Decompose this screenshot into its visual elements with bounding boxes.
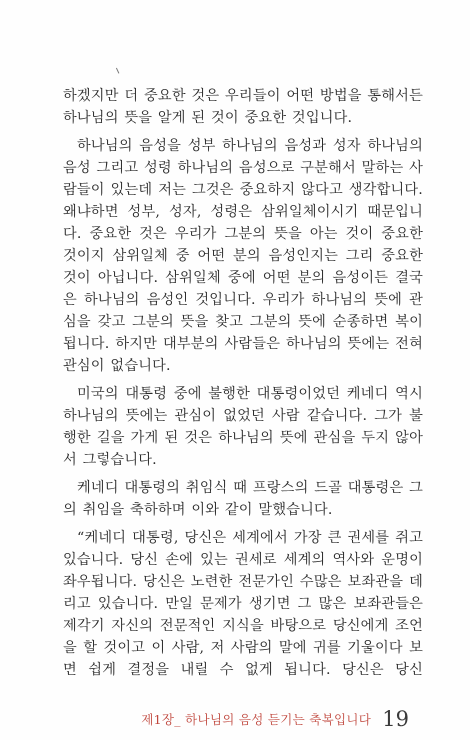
paragraph-4: 케네디 대통령의 취임식 때 프랑스의 드골 대통령은 그의 취임을 축하하며 이와 같이 말했습니다. bbox=[63, 480, 423, 518]
paragraph-1: 하겠지만 더 중요한 것은 우리들이 어떤 방법을 통해서든 하나님의 뜻을 알게 된 것이 중요한 것입니다. bbox=[63, 88, 423, 126]
paragraph-3: 미국의 대통령 중에 불행한 대통령이었던 케네디 역시 하나님의 뜻에는 관심이 없었던 사람 같습니다. 그가 불행한 길을 가게 된 것은 하나님의 뜻에 관심을 두지 않아서 그렇습니다. bbox=[63, 386, 423, 468]
body-text bbox=[63, 85, 423, 681]
pencil-mark bbox=[116, 66, 122, 73]
page-number: 19 bbox=[382, 707, 409, 731]
chapter-label: 제1장_ 하나님의 음성 듣기는 축복입니다 bbox=[141, 712, 372, 727]
paragraph-2: 하나님의 음성을 성부 하나님의 음성과 성자 하나님의 음성 그리고 성령 하나님의 음성으로 구분해서 말하는 사람들이 있는데 저는 그것은 중요하지 않다고 생각합니다. 왜냐하면 성부, 성자, 성령은 삼위일체이시기 때문입니다. 중요한 것은 우리가 그분의 뜻을 아는 것이 중요한 것이지 삼위일체 중 어떤 분의 음성인지는 그리 중요한 것이 아닙니다. 삼위일체 중에 어떤 분의 음성이든 결국은 하나님의 음성인 것입니다. 우리가 하나님의 뜻에 관심을 갖고 그분의 뜻을 찾고 그분의 뜻에 순종하면 복이 됩니다. 하지만 대부분의 사람들은 하나님의 뜻에는 전혀 관심이 없습니다. bbox=[63, 138, 423, 374]
page-footer bbox=[0, 707, 409, 731]
paragraph-5: “케네디 대통령, 당신은 세계에서 가장 큰 권세를 쥐고 있습니다. 당신 손에 있는 권세로 세계의 역사와 운명이 좌우됩니다. 당신은 노련한 전문가인 수많은 보좌관을 데리고 있습니다. 만일 문제가 생기면 그 많은 보좌관들은 제각기 자신의 전문적인 지식을 바탕으로 당신에게 조언을 할 것이고 이 사람, 저 사람의 말에 귀를 기울이다 보면 쉽게 결정을 내릴 수 없게 됩니다. 당신은 당신 bbox=[63, 530, 423, 678]
